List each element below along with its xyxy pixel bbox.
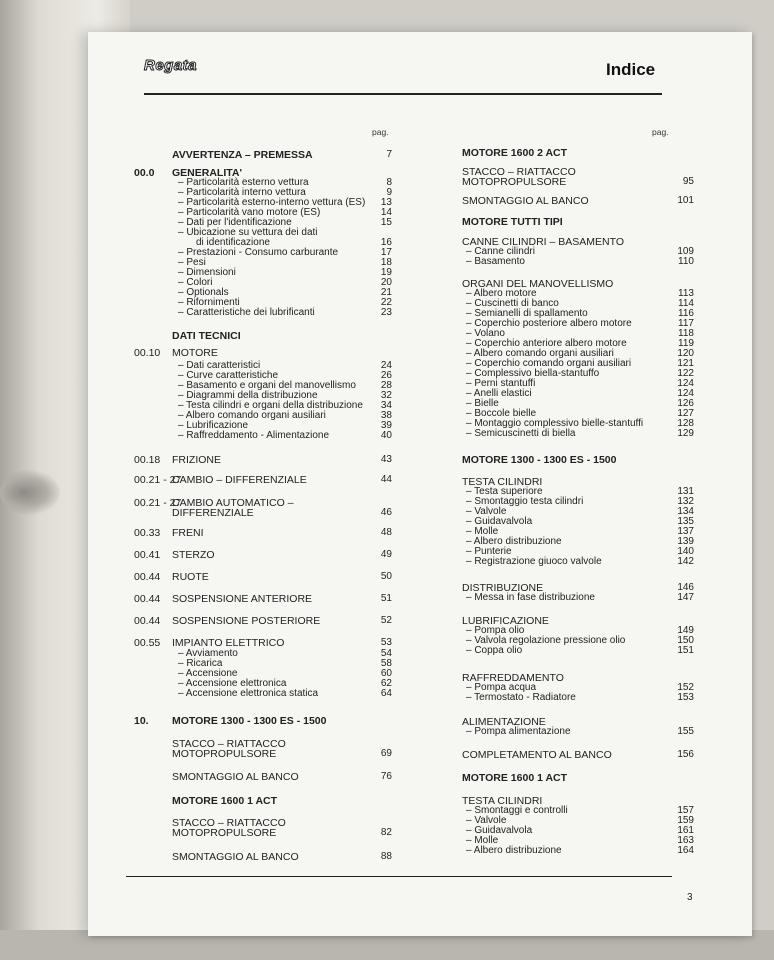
index-heading: SMONTAGGIO AL BANCO bbox=[462, 195, 589, 207]
index-heading: MOTORE 1600 2 ACT bbox=[462, 147, 568, 159]
page-ref: 135 bbox=[677, 516, 694, 527]
page-ref: 50 bbox=[380, 571, 392, 582]
index-entry: – Caratteristiche dei lubrificanti bbox=[178, 307, 315, 318]
right-pag-label: pag. bbox=[652, 127, 669, 137]
page-ref: 16 bbox=[380, 237, 392, 248]
index-entry: – Coperchio anteriore albero motore bbox=[466, 338, 627, 349]
page-ref: 52 bbox=[380, 615, 392, 626]
section-code: 00.0 bbox=[134, 167, 155, 179]
index-heading: TESTA CILINDRI bbox=[462, 476, 543, 488]
index-entry: – Avviamento bbox=[178, 648, 238, 659]
index-entry: – Perni stantuffi bbox=[466, 378, 536, 389]
section-code: 00.55 bbox=[134, 637, 161, 649]
page-ref: 46 bbox=[380, 507, 392, 518]
index-entry: – Rifornimenti bbox=[178, 297, 240, 308]
index-heading: ALIMENTAZIONE bbox=[462, 716, 546, 728]
page-ref: 38 bbox=[380, 410, 392, 421]
page-ref: 15 bbox=[380, 217, 392, 228]
index-entry: – Molle bbox=[466, 835, 499, 846]
index-heading: MOTORE TUTTI TIPI bbox=[462, 216, 563, 228]
page-ref: 161 bbox=[677, 825, 694, 836]
page-ref: 163 bbox=[677, 835, 694, 846]
page-ref: 146 bbox=[677, 582, 694, 593]
index-heading: RUOTE bbox=[172, 571, 209, 583]
index-entry: – Pompa acqua bbox=[466, 682, 537, 693]
index-entry: – Ubicazione su vettura dei dati bbox=[178, 227, 318, 238]
page-ref: 51 bbox=[380, 593, 392, 604]
index-heading: ORGANI DEL MANOVELLISMO bbox=[462, 278, 614, 290]
page-ref: 155 bbox=[677, 726, 694, 737]
page-ref: 151 bbox=[677, 645, 694, 656]
index-heading: MOTOPROPULSORE bbox=[172, 827, 277, 839]
index-entry: – Registrazione giuoco valvole bbox=[466, 556, 602, 567]
page-ref: 19 bbox=[380, 267, 392, 278]
section-code: 00.44 bbox=[134, 593, 161, 605]
index-heading: MOTORE bbox=[172, 347, 218, 359]
index-heading: CANNE CILINDRI – BASAMENTO bbox=[462, 236, 625, 248]
page-ref: 44 bbox=[380, 474, 392, 485]
page-ref: 22 bbox=[380, 297, 392, 308]
index-entry: – Optionals bbox=[178, 287, 229, 298]
index-entry: – Accensione elettronica statica bbox=[178, 688, 319, 699]
index-entry: – Cuscinetti di banco bbox=[466, 298, 559, 309]
page-ref: 156 bbox=[677, 749, 694, 760]
index-entry: – Particolarità esterno-interno vettura (ES) bbox=[178, 197, 366, 208]
index-heading: SOSPENSIONE POSTERIORE bbox=[172, 615, 321, 627]
page-ref: 26 bbox=[380, 370, 392, 381]
page-ref: 139 bbox=[677, 536, 694, 547]
page-ref: 159 bbox=[677, 815, 694, 826]
index-entry: – Punterie bbox=[466, 546, 512, 557]
page-ref: 131 bbox=[677, 486, 694, 497]
page-ref: 64 bbox=[380, 688, 392, 699]
page-ref: 69 bbox=[380, 748, 392, 759]
page-ref: 17 bbox=[380, 247, 392, 258]
page-ref: 62 bbox=[380, 678, 392, 689]
page-ref: 127 bbox=[677, 408, 694, 419]
page-ref: 60 bbox=[380, 668, 392, 679]
page-ref: 147 bbox=[677, 592, 694, 603]
index-entry: – Montaggio complessivo bielle-stantuffi bbox=[466, 418, 644, 429]
index-entry: – Curve caratteristiche bbox=[178, 370, 279, 381]
page-ref: 119 bbox=[678, 338, 694, 349]
index-heading: STACCO – RIATTACCO bbox=[172, 817, 286, 829]
index-entry: – Valvole bbox=[466, 815, 507, 826]
page-ref: 113 bbox=[678, 288, 694, 299]
index-heading: TESTA CILINDRI bbox=[462, 795, 543, 807]
index-entry: – Molle bbox=[466, 526, 499, 537]
index-entry: – Raffreddamento - Alimentazione bbox=[178, 430, 330, 441]
page-ref: 13 bbox=[380, 197, 392, 208]
index-entry: – Particolarità vano motore (ES) bbox=[178, 207, 321, 218]
page-ref: 164 bbox=[677, 845, 694, 856]
index-entry: – Lubrificazione bbox=[178, 420, 249, 431]
index-entry: – Albero distribuzione bbox=[466, 536, 562, 547]
index-entry: – Coperchio comando organi ausiliari bbox=[466, 358, 632, 369]
index-heading: LUBRIFICAZIONE bbox=[462, 615, 549, 627]
index-heading: SMONTAGGIO AL BANCO bbox=[172, 771, 299, 783]
index-entry: – Dati per l'identificazione bbox=[178, 217, 292, 228]
left-pag-label: pag. bbox=[372, 127, 389, 137]
section-code: 10. bbox=[134, 715, 149, 727]
page-ref: 95 bbox=[682, 176, 694, 187]
page-title: Indice bbox=[606, 60, 656, 79]
index-heading: MOTORE 1600 1 ACT bbox=[462, 772, 568, 784]
index-entry: – Smontaggio testa cilindri bbox=[466, 496, 584, 507]
index-heading: CAMBIO – DIFFERENZIALE bbox=[172, 474, 307, 486]
page-ref: 24 bbox=[380, 360, 392, 371]
header-rule bbox=[144, 93, 662, 95]
page-ref: 124 bbox=[677, 388, 694, 399]
index-entry: – Pesi bbox=[178, 257, 206, 268]
index-heading: STACCO – RIATTACCO bbox=[462, 166, 576, 178]
index-entry: – Canne cilindri bbox=[466, 246, 535, 257]
section-code: 00.10 bbox=[134, 347, 161, 359]
index-entry: – Albero comando organi ausiliari bbox=[178, 410, 326, 421]
index-entry: – Valvole bbox=[466, 506, 507, 517]
index-heading: STACCO – RIATTACCO bbox=[172, 738, 286, 750]
index-heading: RAFFREDDAMENTO bbox=[462, 672, 564, 684]
section-code: 00.21 - 27 bbox=[134, 497, 182, 509]
page-ref: 32 bbox=[380, 390, 392, 401]
index-heading: DIFFERENZIALE bbox=[172, 507, 254, 519]
page-ref: 132 bbox=[677, 496, 694, 507]
index-entry: – Pompa olio bbox=[466, 625, 525, 636]
index-heading: DISTRIBUZIONE bbox=[462, 582, 544, 594]
regata-logo: Regata bbox=[144, 57, 198, 74]
index-heading: FRIZIONE bbox=[172, 454, 221, 466]
index-entry: – Boccole bielle bbox=[466, 408, 537, 419]
index-entry: – Accensione elettronica bbox=[178, 678, 287, 689]
page-ref: 150 bbox=[677, 635, 694, 646]
index-entry: – Anelli elastici bbox=[466, 388, 532, 399]
index-entry: – Coperchio posteriore albero motore bbox=[466, 318, 632, 329]
index-entry: – Prestazioni - Consumo carburante bbox=[178, 247, 339, 258]
page-ref: 18 bbox=[380, 257, 392, 268]
page-ref: 48 bbox=[380, 527, 392, 538]
page-ref: 39 bbox=[380, 420, 392, 431]
index-entry: – Basamento bbox=[466, 256, 525, 267]
section-code: 00.33 bbox=[134, 527, 161, 539]
page-ref: 49 bbox=[380, 549, 392, 560]
page-ref: 82 bbox=[380, 827, 392, 838]
index-heading: MOTORE 1300 - 1300 ES - 1500 bbox=[462, 454, 617, 466]
index-heading: FRENI bbox=[172, 527, 204, 539]
page-ref: 23 bbox=[380, 307, 392, 318]
page-ref: 34 bbox=[380, 400, 392, 411]
index-entry: – Testa cilindri e organi della distribuzione bbox=[178, 400, 363, 411]
page-ref: 152 bbox=[677, 682, 694, 693]
index-entry: – Basamento e organi del manovellismo bbox=[178, 380, 356, 391]
index-entry: – Ricarica bbox=[178, 658, 223, 669]
page-ref: 20 bbox=[380, 277, 392, 288]
index-heading: SMONTAGGIO AL BANCO bbox=[172, 851, 299, 863]
index-heading: MOTOPROPULSORE bbox=[172, 748, 277, 760]
page-ref: 88 bbox=[380, 851, 392, 862]
index-entry: – Messa in fase distribuzione bbox=[466, 592, 595, 603]
page-ref: 28 bbox=[380, 380, 392, 391]
index-entry: – Dati caratteristici bbox=[178, 360, 261, 371]
index-heading: IMPIANTO ELETTRICO bbox=[172, 637, 285, 649]
index-entry: – Guidavalvola bbox=[466, 825, 533, 836]
index-entry: – Colori bbox=[178, 277, 213, 288]
index-entry: – Testa superiore bbox=[466, 486, 543, 497]
index-entry: di identificazione bbox=[196, 237, 270, 248]
index-heading: AVVERTENZA – PREMESSA bbox=[172, 149, 313, 161]
index-entry: – Particolarità esterno vettura bbox=[178, 177, 309, 188]
index-heading: MOTORE 1600 1 ACT bbox=[172, 795, 278, 807]
page-ref: 128 bbox=[677, 418, 694, 429]
index-entry: – Valvola regolazione pressione olio bbox=[466, 635, 626, 646]
index-entry: – Volano bbox=[466, 328, 505, 339]
index-heading: MOTORE 1300 - 1300 ES - 1500 bbox=[172, 715, 327, 727]
index-entry: – Complessivo biella-stantuffo bbox=[466, 368, 600, 379]
index-entry: – Semianelli di spallamento bbox=[466, 308, 588, 319]
index-entry: – Semicuscinetti di biella bbox=[466, 428, 576, 439]
page-ref: 110 bbox=[678, 256, 694, 267]
page-ref: 157 bbox=[677, 805, 694, 816]
page-ref: 140 bbox=[677, 546, 694, 557]
page-ref: 137 bbox=[677, 526, 694, 537]
index-heading: GENERALITA' bbox=[172, 167, 242, 179]
index-heading: COMPLETAMENTO AL BANCO bbox=[462, 749, 612, 761]
page-ref: 101 bbox=[677, 195, 694, 206]
section-code: 00.41 bbox=[134, 549, 161, 561]
page-ref: 58 bbox=[380, 658, 392, 669]
section-code: 00.18 bbox=[134, 454, 161, 466]
index-entry: – Particolarità interno vettura bbox=[178, 187, 306, 198]
page-ref: 53 bbox=[380, 637, 392, 648]
page-ref: 40 bbox=[380, 430, 392, 441]
index-entry: – Albero distribuzione bbox=[466, 845, 562, 856]
page-ref: 153 bbox=[677, 692, 694, 703]
index-entry: – Guidavalvola bbox=[466, 516, 533, 527]
page-ref: 109 bbox=[677, 246, 694, 257]
index-entry: – Bielle bbox=[466, 398, 499, 409]
page-ref: 76 bbox=[380, 771, 392, 782]
page-ref: 126 bbox=[677, 398, 694, 409]
page-ref: 114 bbox=[678, 298, 694, 309]
index-heading: STERZO bbox=[172, 549, 215, 561]
paper-stain bbox=[0, 470, 60, 515]
footer-rule bbox=[126, 876, 672, 877]
page-ref: 142 bbox=[677, 556, 694, 567]
page-ref: 134 bbox=[677, 506, 694, 517]
section-code: 00.21 - 27 bbox=[134, 474, 182, 486]
page-ref: 7 bbox=[386, 149, 392, 160]
index-entry: – Albero motore bbox=[466, 288, 537, 299]
index-heading: CAMBIO AUTOMATICO – bbox=[172, 497, 294, 509]
index-entry: – Coppa olio bbox=[466, 645, 523, 656]
section-code: 00.44 bbox=[134, 571, 161, 583]
page-ref: 124 bbox=[677, 378, 694, 389]
page-ref: 121 bbox=[677, 358, 694, 369]
page-number: 3 bbox=[687, 892, 693, 903]
page-ref: 54 bbox=[380, 648, 392, 659]
index-heading: MOTOPROPULSORE bbox=[462, 176, 567, 188]
page-ref: 116 bbox=[678, 308, 694, 319]
index-heading: DATI TECNICI bbox=[172, 330, 241, 342]
page-ref: 8 bbox=[386, 177, 392, 188]
index-entry: – Accensione bbox=[178, 668, 238, 679]
page-ref: 122 bbox=[677, 368, 694, 379]
page-ref: 21 bbox=[380, 287, 392, 298]
page-ref: 129 bbox=[677, 428, 694, 439]
index-entry: – Termostato - Radiatore bbox=[466, 692, 576, 703]
page-ref: 9 bbox=[386, 187, 392, 198]
page-ref: 43 bbox=[380, 454, 392, 465]
section-code: 00.44 bbox=[134, 615, 161, 627]
page-ref: 118 bbox=[678, 328, 694, 339]
index-entry: – Smontaggi e controlli bbox=[466, 805, 568, 816]
index-entry: – Albero comando organi ausiliari bbox=[466, 348, 614, 359]
index-entry: – Dimensioni bbox=[178, 267, 236, 278]
index-entry: – Diagrammi della distribuzione bbox=[178, 390, 318, 401]
page-ref: 117 bbox=[678, 318, 694, 329]
page-ref: 149 bbox=[677, 625, 694, 636]
index-heading: SOSPENSIONE ANTERIORE bbox=[172, 593, 313, 605]
index-entry: – Pompa alimentazione bbox=[466, 726, 571, 737]
page-ref: 14 bbox=[380, 207, 392, 218]
page-ref: 120 bbox=[677, 348, 694, 359]
